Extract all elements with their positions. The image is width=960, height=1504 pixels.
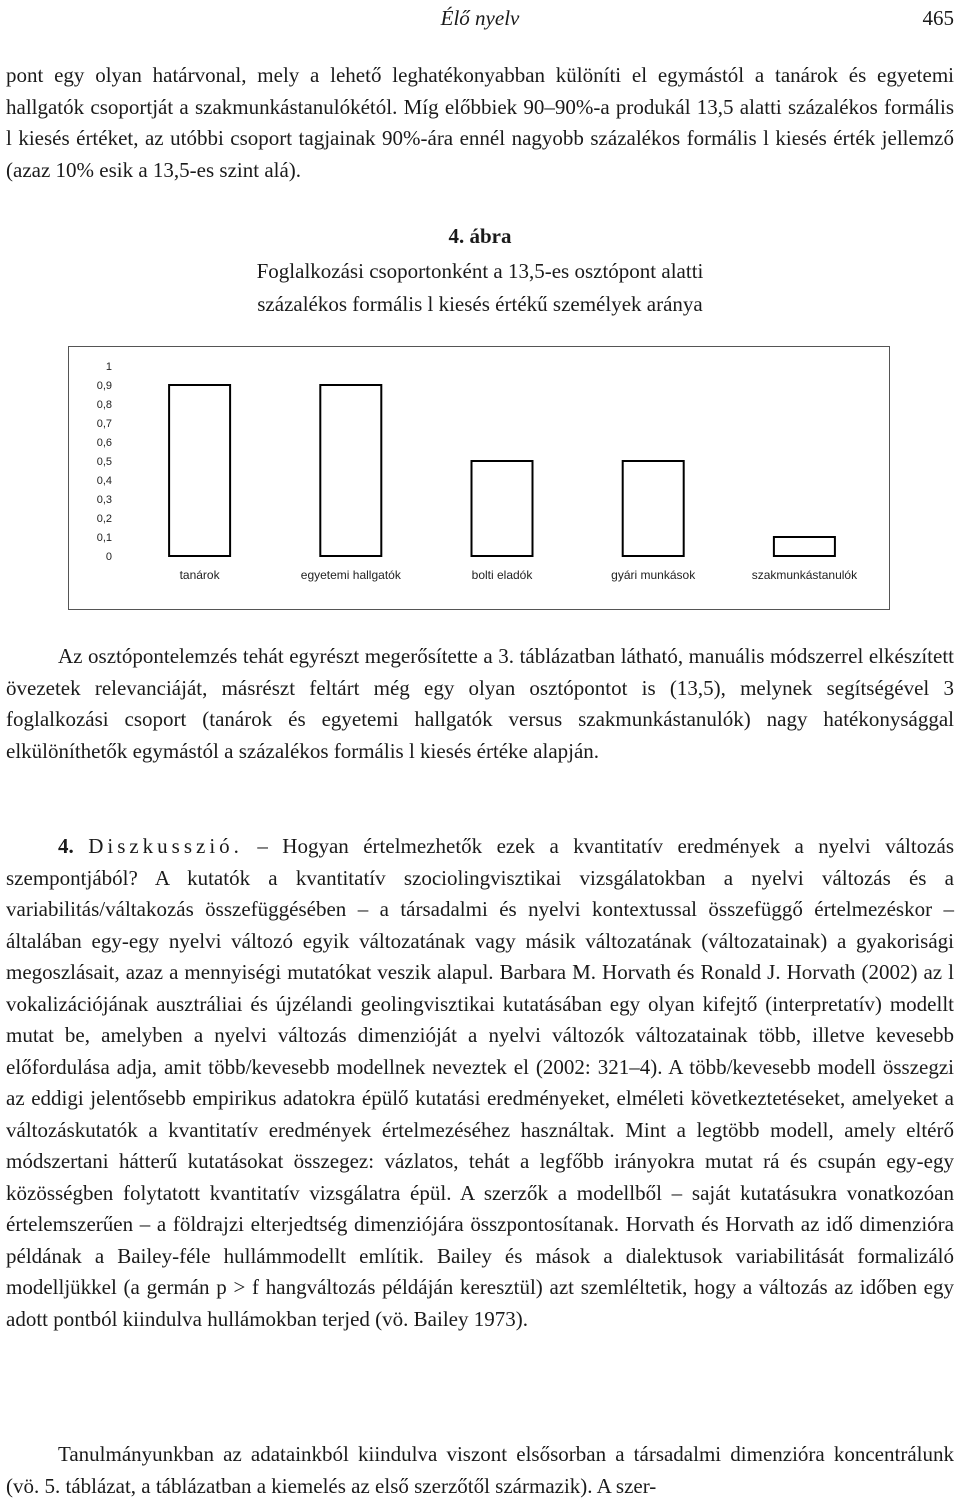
y-tick-label: 0,6 [96, 437, 112, 449]
y-tick-label: 0,5 [96, 456, 112, 468]
section-text: – Hogyan értelmezhetők ezek a kvantitatív eredmények a nyelvi változás szempontjából? A kutatók a kvantitatív szociolingvisztikai vizsgálatokban a nyelvi változás és a variabilitás/váltakozás összefüggésében – a társadalmi és nyelvi kontextussal összefüggő értelmezéskor – általában egy-egy nyelvi változó egyik változatának vagy másik változatának (változatainak) a gyakorisági megoszlásait, azaz a mennyiségi mutatókat veszik alapul. Barbara M. Horvath és Ronald J. Horvath (2002) az l vokalizációjának ausztráliai és újzélandi geolingvisztikai kutatásában egy olyan kifejtő (interpretatív) modellt mutat be, amelyben a nyelvi változás dimenzióját a nyelvi változók változatainak több, illetve kevesebb előfordulása adja, amit több/kevesebb modellnek neveztek el (2002: 321–4). A több/kevesebb modell összegzi az eddigi jelentősebb empirikus adatokra épülő kutatási eredményeket, elméleti következtetéseket, amelyeket a változáskutatók a kvantitatív eredmények értelmezéséhez használtak. Mint a legtöbb modell, amely eltérő módszertani hátterű kutatásokat összegez: vázlatos, tehát a legfőbb irányokra mutat rá és csupán egy-egy közösségben folytatott kvantitatív vizsgálatra épül. A szerzők a modellből – saját kutatásukra vonatkozóan értelemszerűen – a földrajzi elterjedtség dimenziójára összpontosítanak. Horvath és Horvath az idő dimenzióra példának a Bailey-féle hullámmodellt említik. Bailey és mások a dialektusok variabilitását formalizáló modelljükkel (a germán p > f hangváltozás példáján keresztül) azt szemléltetik, hogy a változás az időben egy adott pontból kiindulva hullámokban terjed (vö. Bailey 1973). [6, 834, 955, 1331]
y-tick-label: 0,4 [96, 475, 112, 487]
paragraph-result-text: Az osztópontelemzés tehát egyrészt megerősítette a 3. táblázatban látható, manuális módszerrel elkészített övezetek relevanciáját, másrészt feltárt még egy olyan osztópontot is (13,5), melynek segítségével 3 foglalkozási csoport (tanárok és egyetemi hallgatók versus szakmunkástanulók) nagy hatékonysággal elkülöníthetők egymástól a százalékos formális l kiesés értéke alapján. [6, 644, 954, 763]
running-header [0, 6, 960, 36]
x-tick-label: gyári munkások [611, 568, 696, 582]
x-tick-label: bolti eladók [471, 568, 533, 582]
bar [472, 461, 533, 556]
bar [774, 537, 835, 556]
y-tick-label: 0,2 [96, 513, 112, 525]
x-tick-label: egyetemi hallgatók [300, 568, 401, 582]
paragraph-last [6, 1439, 954, 1502]
journal-title: Élő nyelv [440, 6, 520, 30]
section-discussion [6, 831, 954, 1335]
page-number: 465 [922, 6, 954, 30]
y-tick-label: 0,1 [96, 532, 112, 544]
bar [623, 461, 684, 556]
y-tick-label: 0 [105, 551, 112, 563]
y-tick-label: 1 [105, 361, 112, 373]
bar [169, 385, 230, 556]
paragraph-result [6, 641, 954, 767]
bar [320, 385, 381, 556]
paragraph-intro: pont egy olyan határvonal, mely a lehető leghatékonyabban különíti el egymástól a tanárok és egyetemi hallgatók csoportját a szakmunkástanulókétól. Míg előbbiek 90–90%-a produkál 13,5 alatti százalékos formális l kiesés értéket, az utóbbi csoport tagjainak 90%-ára ennél nagyobb százalékos formális l kiesés érték jellemző (azaz 10% esik a 13,5-es szint alá). [6, 63, 954, 182]
bar-chart [68, 346, 890, 610]
figure-caption-line-2: százalékos formális l kiesés értékű személyek aránya [257, 292, 703, 316]
y-tick-label: 0,3 [96, 494, 112, 506]
paragraph-last-text: Tanulmányunkban az adatainkból kiindulva viszont elsősorban a társadalmi dimenzióra koncentrálunk (vö. 5. táblázat, a táblázatban a kiemelés az első szerzőtől származik). A szer- [6, 1442, 954, 1498]
y-tick-label: 0,9 [96, 380, 112, 392]
figure-caption-line-1: Foglalkozási csoportonként a 13,5-es osztópont alatti [256, 259, 704, 283]
y-tick-label: 0,7 [96, 418, 112, 430]
section-number: 4. [58, 834, 74, 858]
y-tick-label: 0,8 [96, 399, 112, 411]
x-tick-label: szakmunkástanulók [751, 568, 858, 582]
x-tick-label: tanárok [179, 568, 220, 582]
section-title: Diszkusszió. [88, 834, 243, 858]
figure-label: 4. ábra [448, 224, 512, 248]
